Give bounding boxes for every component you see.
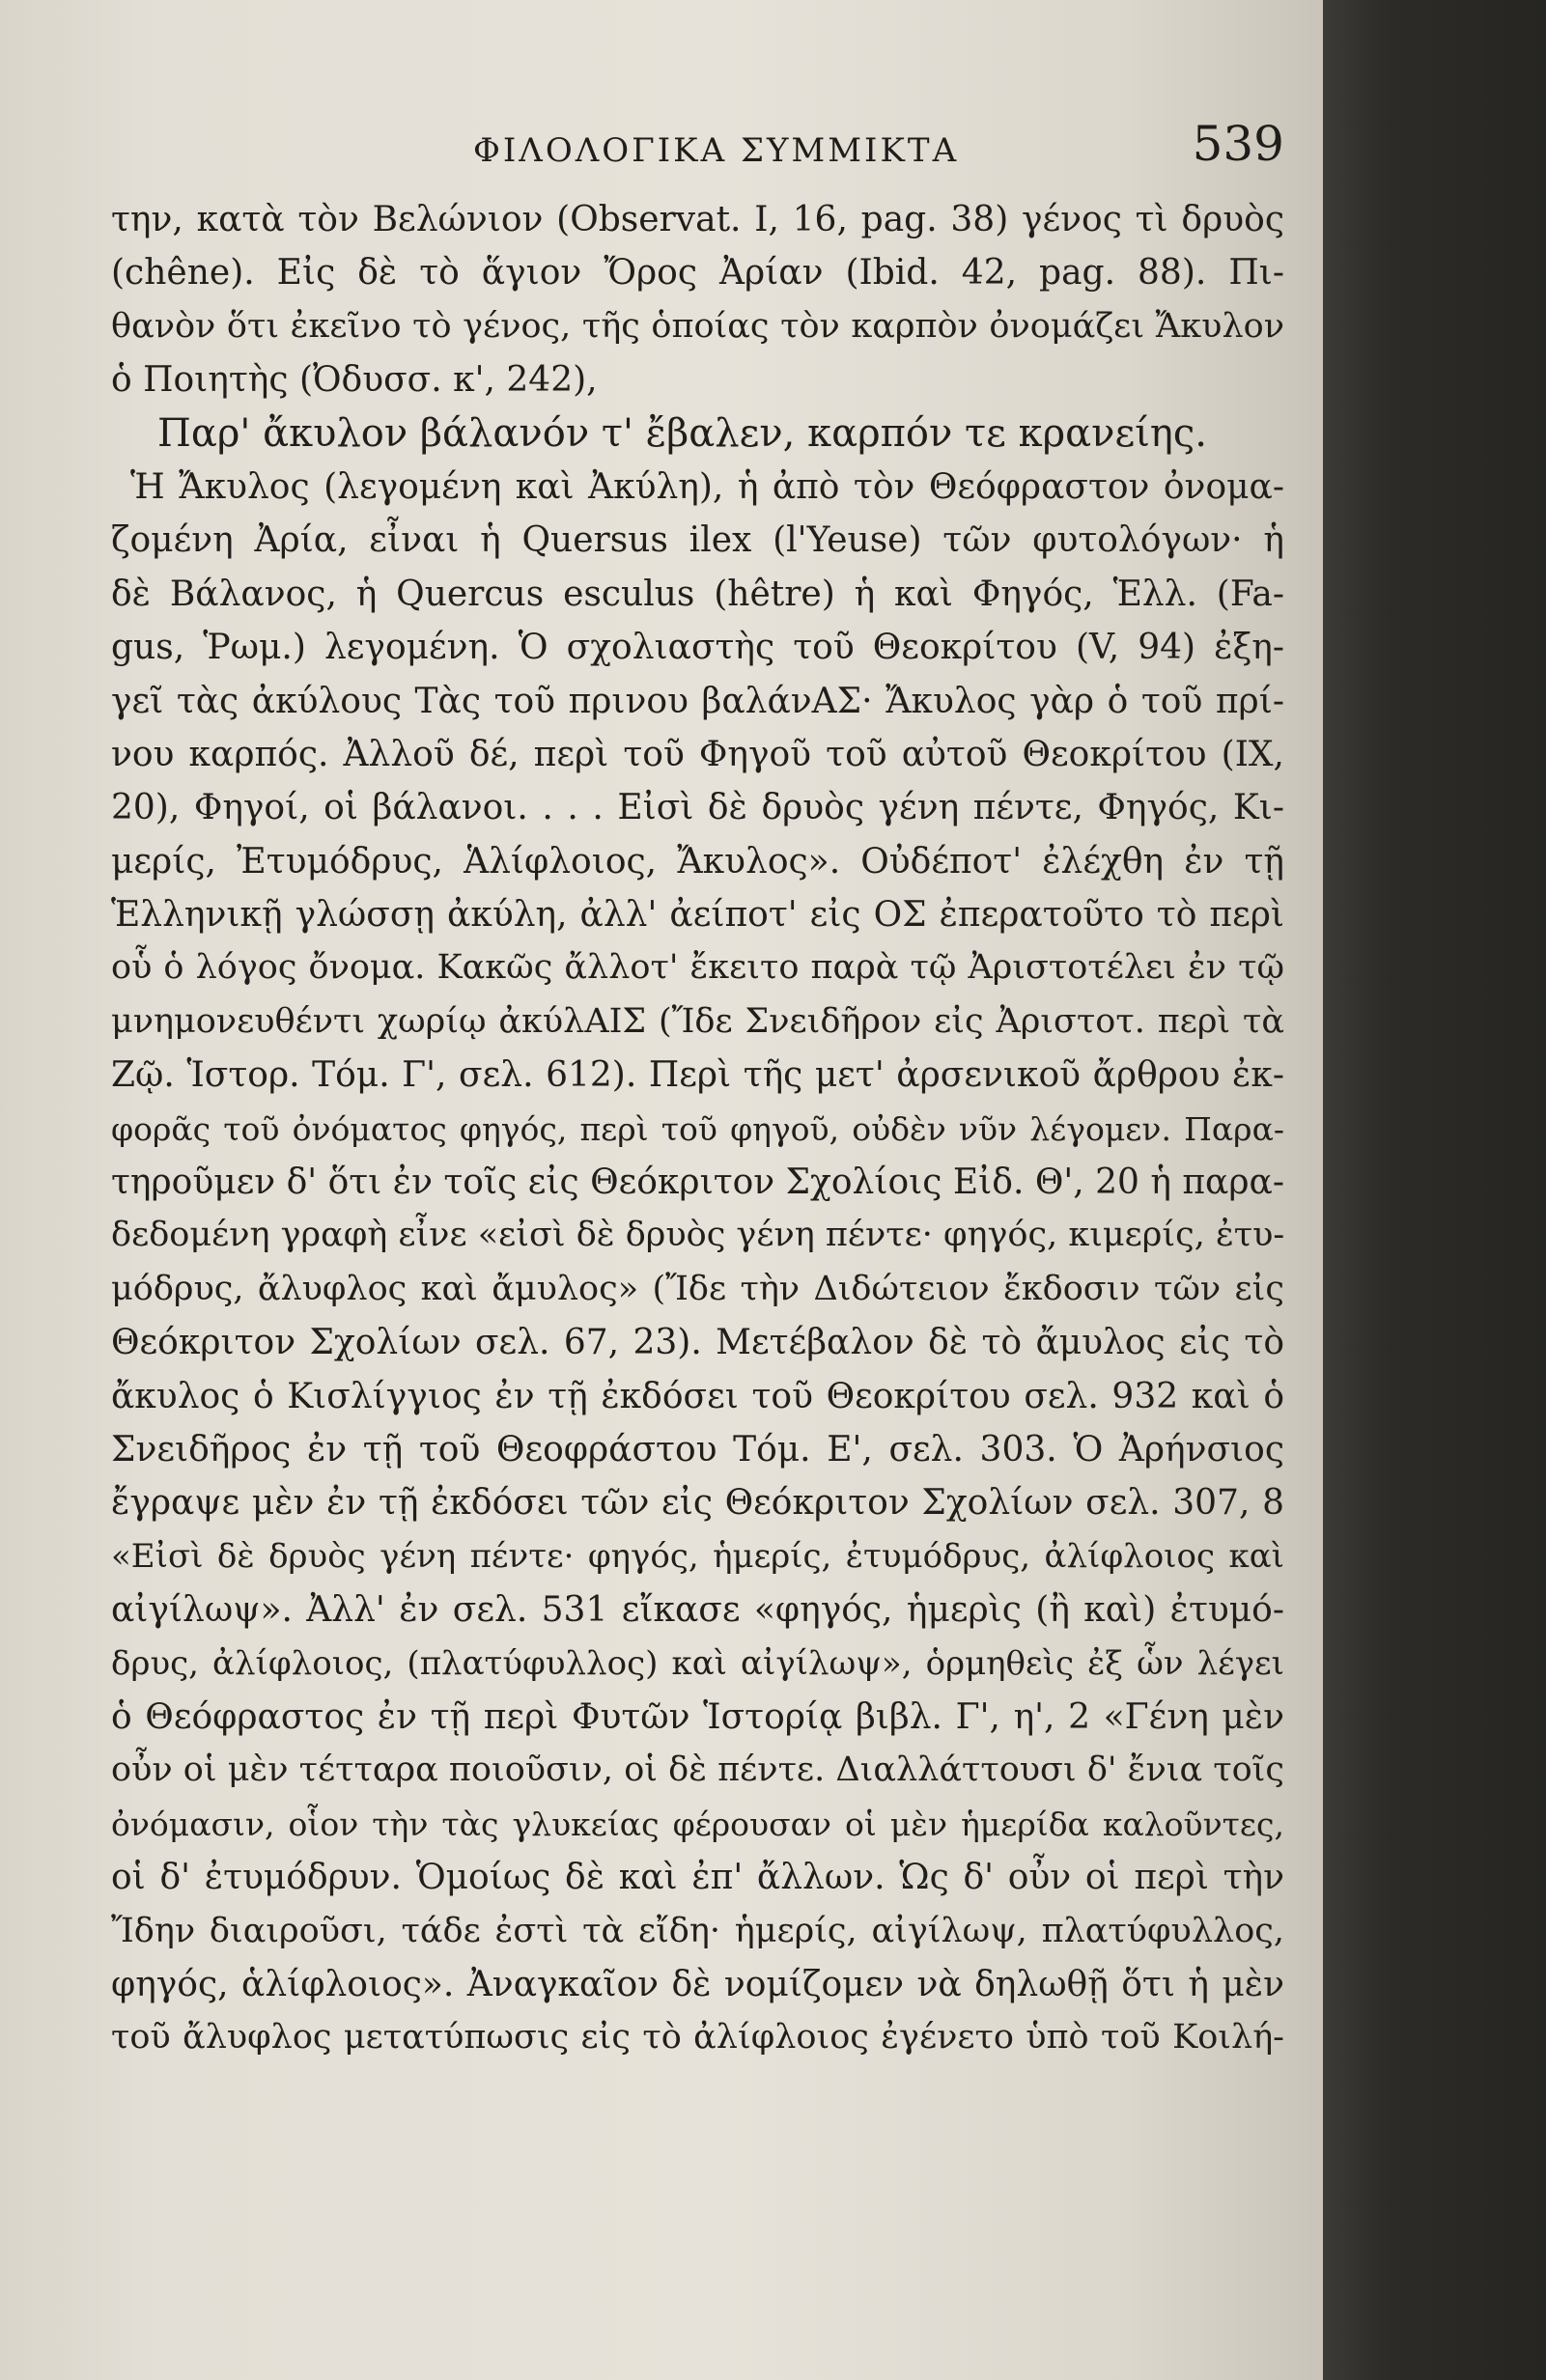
text-line: δρυς, ἀλίφλοιος, (πλατύφυλλος) καὶ αἰγίλωψ», ὁρμηθεὶς ἐξ ὧν λέγει	[111, 1643, 1284, 1683]
text-line: δὲ Βάλανος, ἡ Quercus esculus (hêtre) ἡ καὶ Φηγός, Ἑλλ. (Fa-	[111, 574, 1284, 614]
text-line: 20), Φηγοί, οἱ βάλανοι. . . . Εἰσὶ δὲ δρυὸς γένη πέντε, Φηγός, Κι-	[111, 788, 1284, 828]
text-line: μνημονευθέντι χωρίῳ ἀκύλΑΙΣ (Ἴδε Σνειδῆρον εἰς Ἀριστοτ. περὶ τὰ	[111, 1001, 1284, 1041]
text-line: ὁ Ποιητὴς (Ὀδυσσ. κ', 242),	[111, 360, 598, 401]
text-line: φηγός, ἁλίφλοιος». Ἀναγκαῖον δὲ νομίζομεν νὰ δηλωθῇ ὅτι ἡ μὲν	[111, 1964, 1284, 2004]
text-line: μερίς, Ἐτυμόδρυς, Ἁλίφλοιος, Ἄκυλος». Οὐδέποτ' ἐλέχθη ἐν τῇ	[111, 841, 1284, 882]
page-header	[145, 116, 1284, 182]
text-line: Ἡ Ἄκυλος (λεγομένη καὶ Ἀκύλη), ἡ ἀπὸ τὸν Θεόφραστον ὀνομα-	[130, 466, 1284, 507]
text-line: gus, Ῥωμ.) λεγομένη. Ὁ σχολιαστὴς τοῦ Θεοκρίτου (V, 94) ἐξη-	[111, 628, 1284, 668]
text-line: οἱ δ' ἐτυμόδρυν. Ὁμοίως δὲ καὶ ἐπ' ἄλλων. Ὡς δ' οὖν οἱ περὶ τὴν	[111, 1858, 1284, 1898]
text-line: δεδομένη γραφὴ εἶνε «εἰσὶ δὲ δρυὸς γένη πέντε· φηγός, κιμερίς, ἐτυ-	[111, 1216, 1285, 1255]
text-line: οὗ ὁ λόγος ὄνομα. Κακῶς ἄλλοτ' ἔκειτο παρὰ τῷ Ἀριστοτέλει ἐν τῷ	[111, 948, 1284, 988]
text-line: θανὸν ὅτι ἐκεῖνο τὸ γένος, τῆς ὁποίας τὸν καρπὸν ὀνομάζει Ἄκυλον	[111, 306, 1284, 346]
text-line: νου καρπός. Ἀλλοῦ δέ, περὶ τοῦ Φηγοῦ τοῦ αὐτοῦ Θεοκρίτου (IX,	[111, 734, 1284, 774]
text-line: Ἑλληνικῇ γλώσσῃ ἀκύλη, ἀλλ' ἀείποτ' εἰς ΟΣ ἐπερατοῦτο τὸ περὶ	[111, 895, 1284, 936]
text-line: γεῖ τὰς ἀκύλους Τὰς τοῦ πρινου βαλάνΑΣ· Ἄκυλος γὰρ ὁ τοῦ πρί-	[111, 681, 1284, 721]
text-line: μόδρυς, ἄλυφλος καὶ ἄμυλος» (Ἴδε τὴν Διδώτειον ἔκδοσιν τῶν εἰς	[111, 1269, 1284, 1308]
text-line: ἔγραψε μὲν ἐν τῇ ἐκδόσει τῶν εἰς Θεόκριτον Σχολίων σελ. 307, 8	[111, 1483, 1284, 1524]
text-line: Σνειδῆρος ἐν τῇ τοῦ Θεοφράστου Τόμ. Ε', σελ. 303. Ὁ Ἀρήνσιος	[111, 1429, 1284, 1470]
text-line: ζομένη Ἀρία, εἶναι ἡ Quersus ilex (l'Yeuse) τῶν φυτολόγων· ἡ	[111, 520, 1284, 561]
text-line: ἄκυλος ὁ Κισλίγγιος ἐν τῇ ἐκδόσει τοῦ Θεοκρίτου σελ. 932 καὶ ὁ	[111, 1376, 1284, 1416]
text-line: Ζῷ. Ἱστορ. Τόμ. Γ', σελ. 612). Περὶ τῆς μετ' ἀρσενικοῦ ἄρθρου ἐκ-	[111, 1055, 1284, 1096]
text-line: (chêne). Εἰς δὲ τὸ ἅγιον Ὄρος Ἀρίαν (Ibid. 42, pag. 88). Πι-	[111, 253, 1284, 294]
book-gutter-shadow	[1323, 0, 1546, 2380]
text-line: ὀνόμασιν, οἷον τὴν τὰς γλυκείας φέρουσαν οἱ μὲν ἡμερίδα καλοῦντες,	[111, 1805, 1284, 1843]
text-line: τηροῦμεν δ' ὅτι ἐν τοῖς εἰς Θεόκριτον Σχολίοις Εἰδ. Θ', 20 ἡ παρα-	[111, 1162, 1284, 1203]
text-line: ὁ Θεόφραστος ἐν τῇ περὶ Φυτῶν Ἱστορίᾳ βιβλ. Γ', η', 2 «Γένη μὲν	[111, 1696, 1284, 1737]
text-line: την, κατὰ τὸν Βελώνιον (Observat. I, 16, pag. 38) γένος τὶ δρυὸς	[111, 200, 1284, 239]
text-line: Ἴδην διαιροῦσι, τάδε ἐστὶ τὰ εἴδη· ἡμερίς, αἰγίλωψ, πλατύφυλλος,	[111, 1911, 1284, 1950]
running-title: ΦΙΛΟΛΟΓΙΚΑ ΣΥΜΜΙΚΤΑ	[473, 131, 960, 170]
text-line: οὖν οἱ μὲν τέτταρα ποιοῦσιν, οἱ δὲ πέντε. Διαλλάττουσι δ' ἔνια τοῖς	[111, 1750, 1284, 1790]
text-line: τοῦ ἄλυφλος μετατύπωσις εἰς τὸ ἀλίφλοιος ἐγένετο ὑπὸ τοῦ Κοιλή-	[111, 2018, 1284, 2058]
verse-quotation: Παρ' ἄκυλον βάλανόν τ' ἔβαλεν, καρπόν τε κρανείης.	[157, 410, 1207, 456]
body-text	[111, 193, 1284, 2065]
page-number: 539	[1192, 116, 1284, 172]
text-line: αἰγίλωψ». Ἀλλ' ἐν σελ. 531 εἴκασε «φηγός, ἡμερὶς (ἢ καὶ) ἐτυμό-	[111, 1590, 1284, 1631]
text-line: φορᾶς τοῦ ὀνόματος φηγός, περὶ τοῦ φηγοῦ, οὐδὲν νῦν λέγομεν. Παρα-	[111, 1109, 1284, 1148]
text-line: «Εἰσὶ δὲ δρυὸς γένη πέντε· φηγός, ἡμερίς, ἐτυμόδρυς, ἀλίφλοιος καὶ	[111, 1536, 1284, 1576]
text-line: Θεόκριτον Σχολίων σελ. 67, 23). Μετέβαλον δὲ τὸ ἄμυλος εἰς τὸ	[111, 1323, 1284, 1363]
